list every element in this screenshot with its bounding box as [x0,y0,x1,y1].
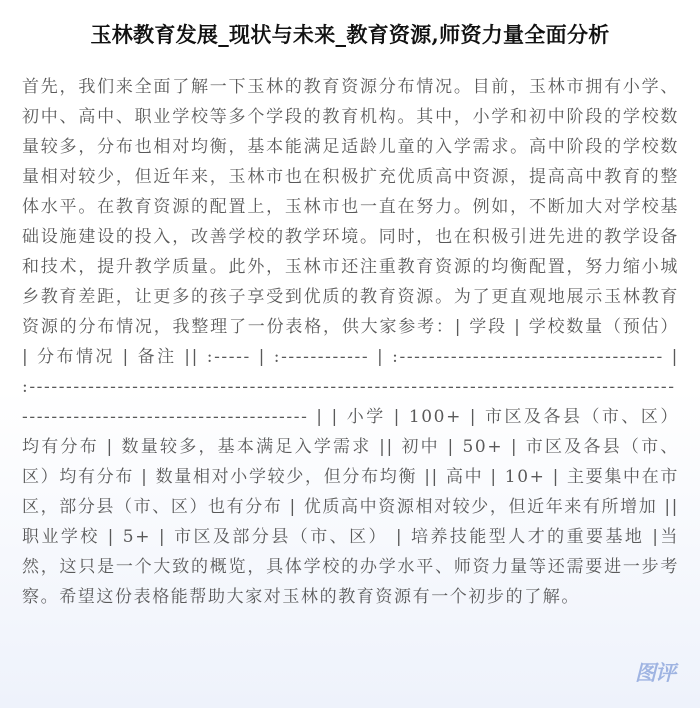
article-body: 首先，我们来全面了解一下玉林的教育资源分布情况。目前，玉林市拥有小学、初中、高中、职业学校等多个学段的教育机构。其中，小学和初中阶段的学校数量较多，分布也相对均衡，基本能满足适龄儿童的入学需求。高中阶段的学校数量相对较少，但近年来，玉林市也在积极扩充优质高中资源，提高高中教育的整体水平。在教育资源的配置上，玉林市也一直在努力。例如，不断加大对学校基础设施建设的投入，改善学校的教学环境。同时，也在积极引进先进的教学设备和技术，提升教学质量。此外，玉林市还注重教育资源的均衡配置，努力缩小城乡教育差距，让更多的孩子享受到优质的教育资源。为了更直观地展示玉林教育资源的分布情况，我整理了一份表格，供大家参考：| 学段 | 学校数量（预估） | 分布情况 | 备注 || :----- | :------------ | :------------------------------------ | :------------------------------------------------------------------------------------------------------------------------------- | | 小学 | 100+ | 市区及各县（市、区）均有分布 | 数量较多，基本满足入学需求 || 初中 | 50+ | 市区及各县（市、区）均有分布 | 数量相对小学较少，但分布均衡 || 高中 | 10+ | 主要集中在市区，部分县（市、区）也有分布 | 优质高中资源相对较少，但近年来有所增加 || 职业学校 | 5+ | 市区及部分县（市、区） | 培养技能型人才的重要基地 |当然，这只是一个大致的概览，具体学校的办学水平、师资力量等还需要进一步考察。希望这份表格能帮助大家对玉林的教育资源有一个初步的了解。 [22,77,679,607]
watermark-logo: 图评 [635,661,675,685]
article-title: 玉林教育发展_现状与未来_教育资源,师资力量全面分析 [90,22,610,47]
